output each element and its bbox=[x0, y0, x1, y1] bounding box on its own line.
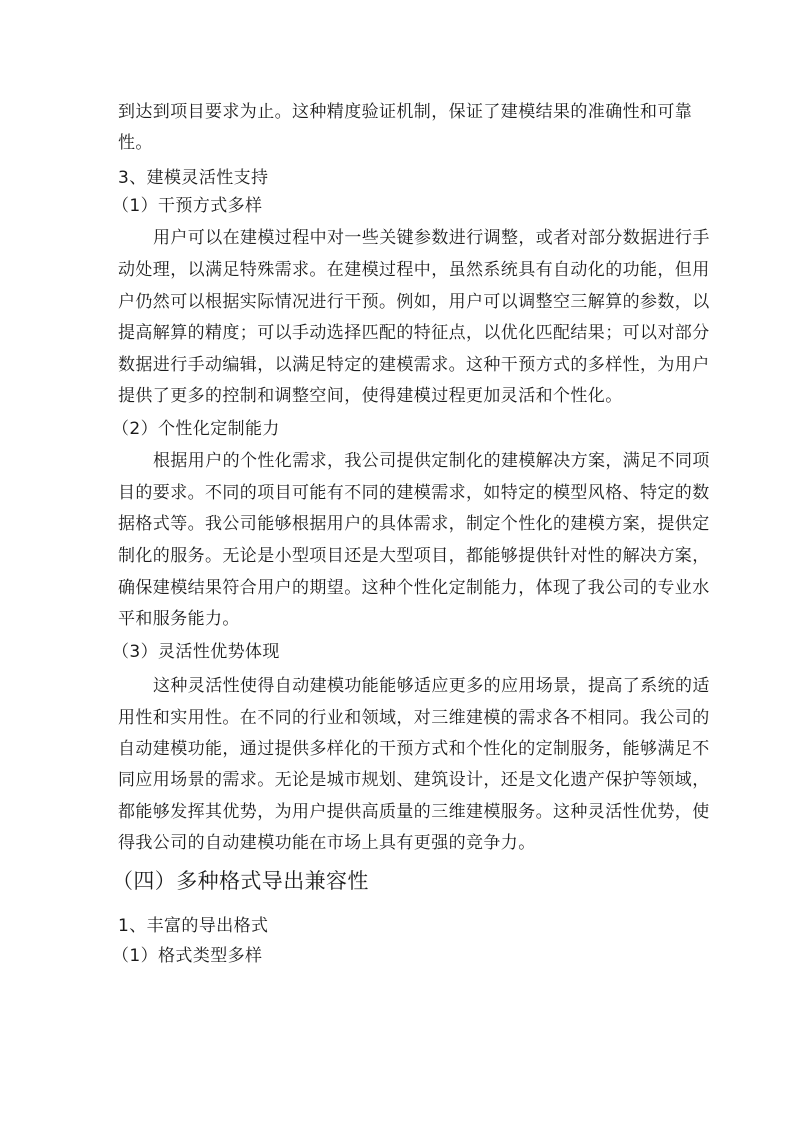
paragraph-line: 这种灵活性使得自动建模功能能够适应更多的应用场景，提高了系统的适 bbox=[153, 676, 710, 696]
section-heading: （四）多种格式导出兼容性 bbox=[112, 869, 369, 893]
subheading: （2）个性化定制能力 bbox=[112, 419, 280, 439]
paragraph-line: 自动建模功能，通过提供多样化的干预方式和个性化的定制服务，能够满足不 bbox=[118, 739, 710, 759]
paragraph-line: 目的要求。不同的项目可能有不同的建模需求，如特定的模型风格、特定的数 bbox=[118, 483, 710, 503]
paragraph-line: 制化的服务。无论是小型项目还是大型项目，都能够提供针对性的解决方案， bbox=[118, 546, 710, 566]
paragraph-line: 提供了更多的控制和调整空间，使得建模过程更加灵活和个性化。 bbox=[118, 386, 623, 406]
paragraph-line: 性。 bbox=[118, 133, 153, 153]
paragraph-line: 户仍然可以根据实际情况进行干预。例如，用户可以调整空三解算的参数，以 bbox=[118, 292, 710, 312]
paragraph-line: 到达到项目要求为止。这种精度验证机制，保证了建模结果的准确性和可靠 bbox=[118, 102, 693, 122]
paragraph-line: 平和服务能力。 bbox=[118, 609, 240, 629]
paragraph-line: 根据用户的个性化需求，我公司提供定制化的建模解决方案，满足不同项 bbox=[153, 451, 710, 471]
subheading: 1、丰富的导出格式 bbox=[118, 916, 269, 936]
subheading: （1）格式类型多样 bbox=[112, 946, 263, 966]
paragraph-line: 得我公司的自动建模功能在市场上具有更强的竞争力。 bbox=[118, 833, 536, 853]
paragraph-line: 确保建模结果符合用户的期望。这种个性化定制能力，体现了我公司的专业水 bbox=[118, 578, 710, 598]
paragraph-line: 同应用场景的需求。无论是城市规划、建筑设计，还是文化遗产保护等领域， bbox=[118, 770, 710, 790]
subheading: （1）干预方式多样 bbox=[112, 196, 263, 216]
paragraph-line: 数据进行手动编辑，以满足特定的建模需求。这种干预方式的多样性，为用户 bbox=[118, 355, 710, 375]
subheading: 3、建模灵活性支持 bbox=[118, 168, 269, 188]
paragraph-line: 都能够发挥其优势，为用户提供高质量的三维建模服务。这种灵活性优势，使 bbox=[118, 802, 710, 822]
paragraph-line: 动处理，以满足特殊需求。在建模过程中，虽然系统具有自动化的功能，但用 bbox=[118, 260, 710, 280]
paragraph-line: 用户可以在建模过程中对一些关键参数进行调整，或者对部分数据进行手 bbox=[153, 228, 710, 248]
paragraph-line: 用性和实用性。在不同的行业和领域，对三维建模的需求各不相同。我公司的 bbox=[118, 708, 710, 728]
subheading: （3）灵活性优势体现 bbox=[112, 642, 280, 662]
paragraph-line: 据格式等。我公司能够根据用户的具体需求，制定个性化的建模方案，提供定 bbox=[118, 514, 710, 534]
paragraph-line: 提高解算的精度；可以手动选择匹配的特征点，以优化匹配结果；可以对部分 bbox=[118, 323, 710, 343]
